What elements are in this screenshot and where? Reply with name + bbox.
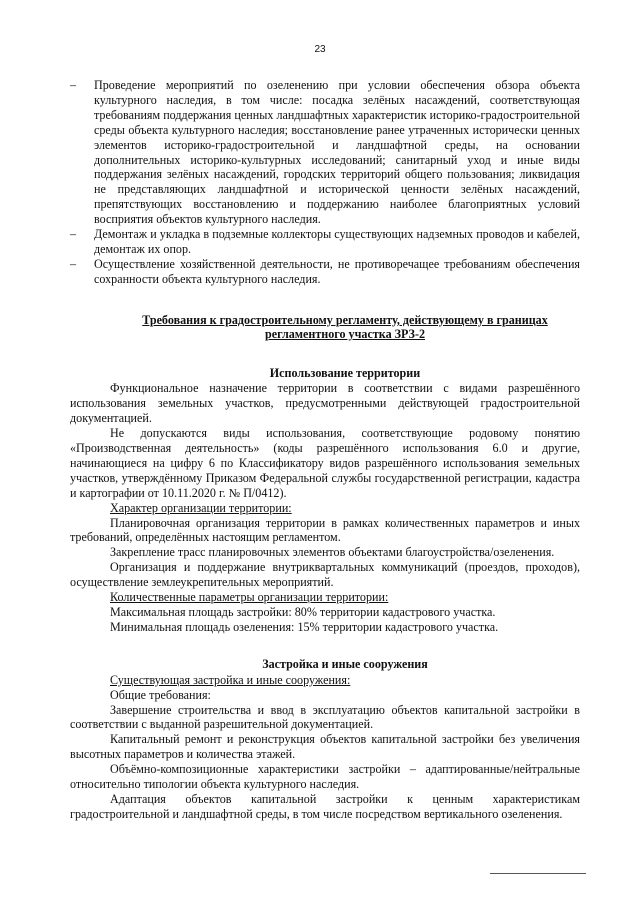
- buildings-section: [70, 673, 580, 822]
- list-item: – Проведение мероприятий по озеленению при условии обеспечения обзора объекта культурного наследия, в том числе: посадка зелёных насаждений, соответствующая требованиям поддержания ценных ландшафтных характеристик историко-градостроительной среды объекта культурного наследия; восстановление ранее утраченных исторически ценных элементов историко-градостроительной и ландшафтной среды, на основании дополнительных историко-культурных исследований; санитарный уход и иные виды поддержания зелёных насаждений, городских территорий общего пользования; ликвидация не представляющих ландшафтной и исторической ценности зелёных насаждений, препятствующих восстановлению и поддержанию наиболее благоприятных условий восприятия объектов культурного наследия.: [70, 78, 580, 227]
- paragraph: Не допускаются виды использования, соответствующие родовому понятию «Производственная деятельность» (коды разрешённого использования 6.0 и другие, начинающиеся на цифру 6 по Классификатору видов разрешённого использования земельных участков, утверждённому Приказом Федеральной службы государственной регистрации, кадастра и картографии от 10.11.2020 г. № П/0412).: [70, 426, 580, 500]
- paragraph: Организация и поддержание внутриквартальных коммуникаций (проездов, проходов), осуществление землеукрепительных мероприятий.: [70, 560, 580, 590]
- org-heading: Характер организации территории:: [110, 500, 292, 515]
- paragraph: Закрепление трасс планировочных элементов объектами благоустройства/озеленения.: [110, 545, 555, 560]
- list-item: – Демонтаж и укладка в подземные коллекторы существующих надземных проводов и кабелей, демонтаж их опор.: [70, 227, 580, 256]
- bullet-marker: –: [70, 256, 77, 271]
- section-title: Требования к градостроительному регламенту, действующему в границах регламентного участка ЗРЗ-2: [142, 312, 548, 342]
- document-body: [70, 78, 580, 822]
- paragraph: Максимальная площадь застройки: 80% территории кадастрового участка.: [110, 605, 496, 619]
- existing-heading: Существующая застройка и иные сооружения:: [110, 672, 351, 687]
- subsection-title-territory: Использование территории: [269, 365, 421, 380]
- territory-section: [70, 381, 580, 634]
- footer-divider: [490, 873, 586, 874]
- bullet-list: [70, 78, 580, 287]
- bullet-marker: –: [70, 227, 77, 242]
- paragraph: Объёмно-композиционные характеристики застройки – адаптированные/нейтральные относительно типологии объекта культурного наследия.: [70, 762, 580, 792]
- paragraph: Минимальная площадь озеленения: 15% территории кадастрового участка.: [110, 619, 499, 634]
- paragraph: Планировочная организация территории в рамках количественных параметров и иных требований, определённых настоящим регламентом.: [70, 515, 580, 545]
- bullet-marker: –: [70, 78, 77, 92]
- general-requirements-label: Общие требования:: [110, 687, 211, 702]
- params-heading: Количественные параметры организации территории:: [110, 590, 389, 605]
- paragraph: Функциональное назначение территории в соответствии с видами разрешённого использования земельных участков, предусмотренными действующей градостроительной документацией.: [70, 381, 580, 426]
- list-item: – Осуществление хозяйственной деятельности, не противоречащее требованиям обеспечения сохранности объекта культурного наследия.: [70, 256, 580, 286]
- paragraph: Адаптация объектов капитальной застройки к ценным характеристикам градостроительной и ландшафтной среды, в том числе посредством вертикального озеленения.: [70, 791, 580, 821]
- page-number: 23: [314, 44, 326, 55]
- subsection-title-buildings: Застройка и иные сооружения: [262, 656, 428, 671]
- paragraph: Капитальный ремонт и реконструкция объектов капитальной застройки без увеличения высотных параметров и количества этажей.: [70, 732, 580, 762]
- paragraph: Завершение строительства и ввод в эксплуатацию объектов капитальной застройки в соответствии с выданной разрешительной документацией.: [70, 702, 580, 732]
